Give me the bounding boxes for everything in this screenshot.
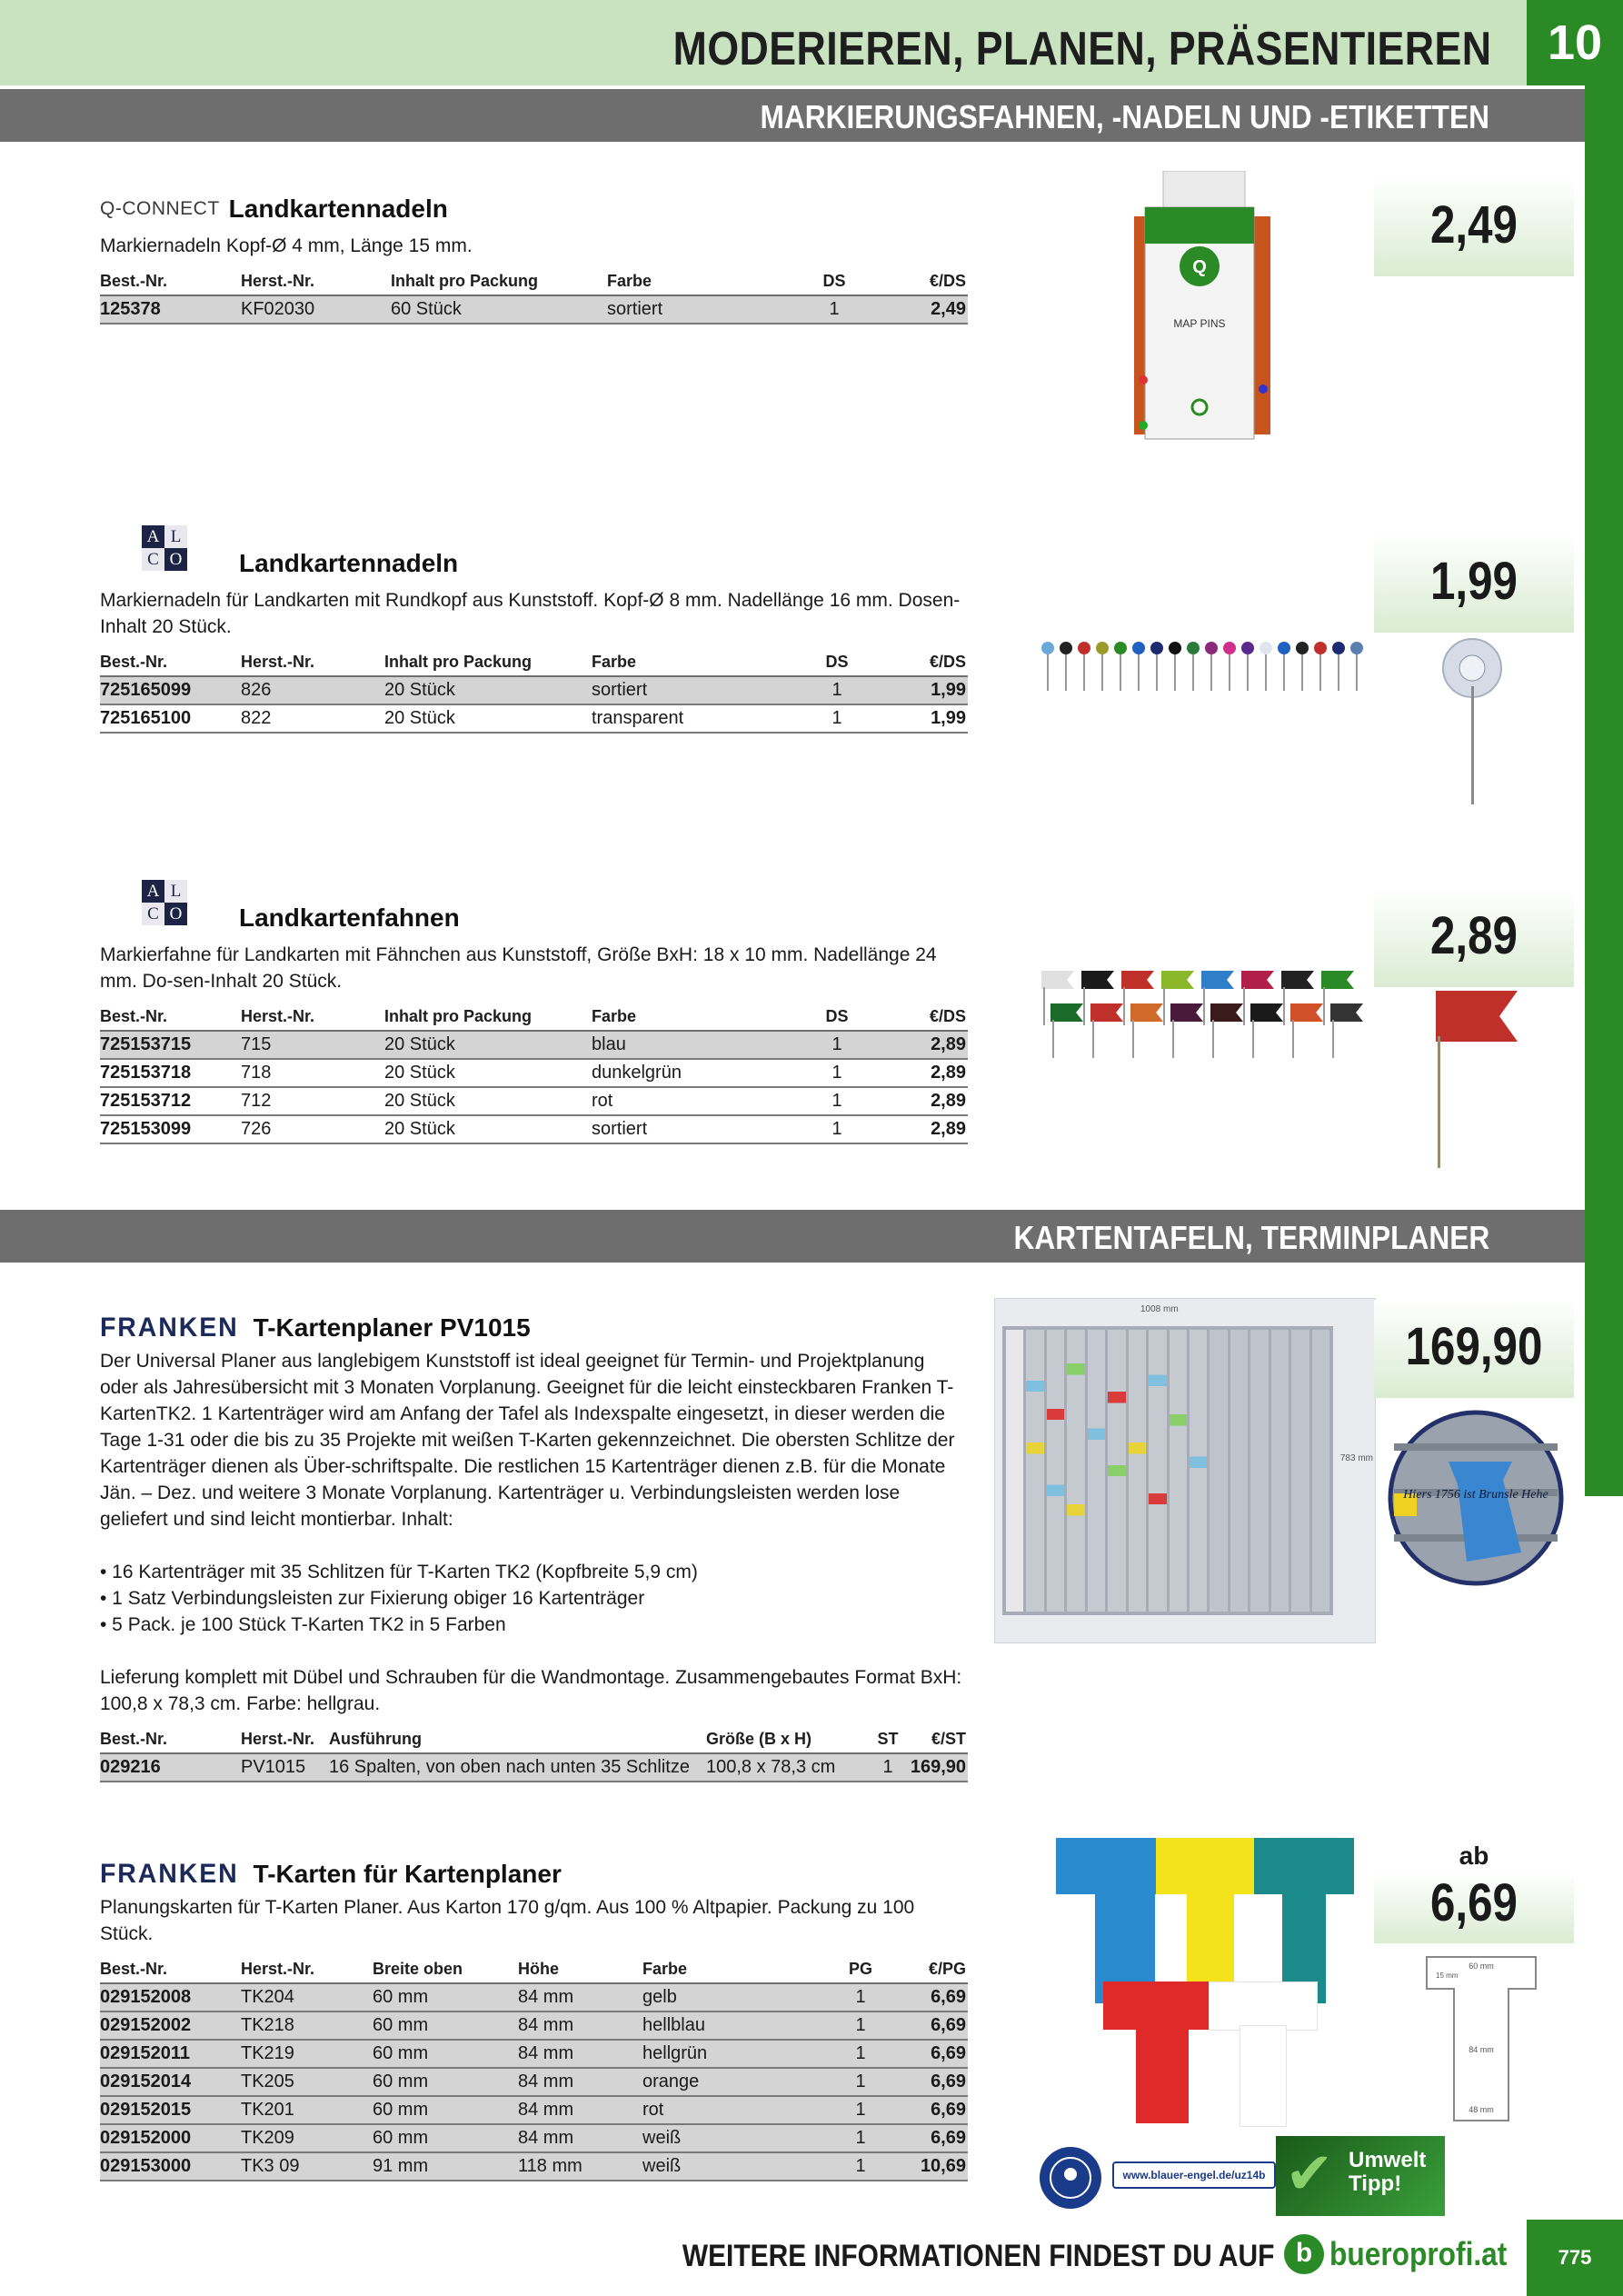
product-qconnect-pins xyxy=(100,191,968,324)
brand-logo: FRANKEN xyxy=(100,1859,239,1889)
product-title: Landkartenfahnen xyxy=(239,903,460,932)
product-title: T-Karten für Kartenplaner xyxy=(253,1860,562,1888)
planner-closeup-image xyxy=(1385,1407,1567,1589)
bullet-item: • 5 Pack. je 100 Stück T-Karten TK2 in 5 Farben xyxy=(100,1614,506,1635)
col-header: Höhe xyxy=(518,1956,642,1983)
cell-herst-nr: TK205 xyxy=(241,2068,373,2096)
cell-farbe: orange xyxy=(642,2068,833,2096)
page-number: 775 xyxy=(1527,2220,1623,2296)
table-row xyxy=(100,1753,968,1782)
cell-inhalt: 20 Stück xyxy=(384,1059,592,1087)
cell-breite: 60 mm xyxy=(373,2124,518,2152)
table-row xyxy=(100,295,968,324)
cell-inhalt: 20 Stück xyxy=(384,1115,592,1143)
brand-logo: Q-CONNECT xyxy=(100,198,220,219)
cell-pg: 1 xyxy=(833,2096,888,2124)
cell-best-nr: 029152008 xyxy=(100,1983,241,2011)
product-franken-tcards xyxy=(100,1856,968,2181)
col-header: €/ST xyxy=(908,1726,968,1753)
col-header: PG xyxy=(833,1956,888,1983)
col-header: Farbe xyxy=(642,1956,833,1983)
col-header: Farbe xyxy=(592,649,810,676)
price-box xyxy=(1374,889,1574,987)
cell-best-nr: 029152014 xyxy=(100,2068,241,2096)
spec-table xyxy=(100,649,968,734)
map-pins-pack-image xyxy=(1127,171,1281,453)
cell-inhalt: 20 Stück xyxy=(384,704,592,733)
col-header: Herst.-Nr. xyxy=(241,1956,373,1983)
section-title: KARTENTAFELN, TERMINPLANER xyxy=(1013,1219,1489,1256)
cell-farbe: dunkelgrün xyxy=(592,1059,810,1087)
product-description: Planungskarten für T-Karten Planer. Aus Karton 170 g/qm. Aus 100 % Altpapier. Packung zu 100 Stück. xyxy=(100,1897,915,1944)
cell-best-nr: 725153099 xyxy=(100,1115,241,1143)
cell-hoehe: 84 mm xyxy=(518,2068,642,2096)
spec-table xyxy=(100,268,968,324)
cell-best-nr: 029153000 xyxy=(100,2152,241,2181)
col-header: Ausführung xyxy=(329,1726,706,1753)
col-header: Herst.-Nr. xyxy=(241,1726,329,1753)
cell-price: 2,49 xyxy=(861,295,968,324)
cell-herst-nr: KF02030 xyxy=(241,295,391,324)
dim-height-label: 84 mm xyxy=(1469,2045,1494,2054)
table-row xyxy=(100,704,968,733)
table-row xyxy=(100,1115,968,1143)
cell-ds: 1 xyxy=(810,1087,864,1115)
cell-price: 2,89 xyxy=(864,1031,968,1059)
spec-table xyxy=(100,1003,968,1144)
section-title: MARKIERUNGSFAHNEN, -NADELN UND -ETIKETTEN xyxy=(760,98,1489,135)
alco-logo: A L C O xyxy=(142,880,187,925)
product-title: Landkartennadeln xyxy=(228,195,448,223)
cell-farbe: sortiert xyxy=(607,295,807,324)
price: 2,89 xyxy=(1430,906,1518,965)
cell-best-nr: 029216 xyxy=(100,1753,241,1782)
cell-hoehe: 84 mm xyxy=(518,2011,642,2040)
tcard-white-image xyxy=(1209,1982,1318,2127)
alco-logo: A L C O xyxy=(142,525,187,571)
flags-image-bottom xyxy=(1050,1003,1365,1058)
cell-breite: 91 mm xyxy=(373,2152,518,2181)
cell-best-nr: 029152002 xyxy=(100,2011,241,2040)
product-alco-pins xyxy=(100,545,968,734)
cell-hoehe: 84 mm xyxy=(518,2096,642,2124)
price-box xyxy=(1374,534,1574,633)
cell-hoehe: 84 mm xyxy=(518,2124,642,2152)
col-header: Inhalt pro Packung xyxy=(391,268,607,295)
col-header: ST xyxy=(868,1726,908,1753)
chapter-rail xyxy=(1585,85,1623,1496)
table-row xyxy=(100,2096,968,2124)
cell-ds: 1 xyxy=(810,1059,864,1087)
cell-price: 1,99 xyxy=(864,676,968,704)
product-franken-planner xyxy=(100,1310,968,1782)
blauer-engel-icon xyxy=(1040,2147,1101,2209)
bullet-item: • 1 Satz Verbindungsleisten zur Fixierung obiger 16 Kartenträger xyxy=(100,1588,645,1609)
col-header: DS xyxy=(810,649,864,676)
cell-price: 2,89 xyxy=(864,1115,968,1143)
cell-price: 6,69 xyxy=(888,1983,968,2011)
table-row xyxy=(100,2152,968,2181)
price: 6,69 xyxy=(1430,1873,1518,1932)
section-bar-markierung xyxy=(0,89,1585,142)
cell-best-nr: 725153712 xyxy=(100,1087,241,1115)
spec-table xyxy=(100,1726,968,1782)
pack-label: MAP PINS xyxy=(1173,317,1226,330)
planner-width-label: 1008 mm xyxy=(1140,1304,1179,1314)
badge-text: Umwelt Tipp! xyxy=(1349,2148,1427,2196)
cell-best-nr: 725165099 xyxy=(100,676,241,704)
cell-herst-nr: 712 xyxy=(241,1087,384,1115)
tcard-dimension-drawing xyxy=(1418,1952,1545,2125)
red-flag-image xyxy=(1427,991,1527,1173)
cell-farbe: gelb xyxy=(642,1983,833,2011)
product-description-2: Lieferung komplett mit Dübel und Schrauben für die Wandmontage. Zusammengebautes Format BxH: 100,8 x 78,3 cm. Farbe: hellgrau. xyxy=(100,1667,962,1714)
cell-farbe: rot xyxy=(642,2096,833,2124)
cell-pg: 1 xyxy=(833,2040,888,2068)
product-description: Markiernadeln Kopf-Ø 4 mm, Länge 15 mm. xyxy=(100,235,473,256)
price: 2,49 xyxy=(1430,195,1518,255)
cell-farbe: hellblau xyxy=(642,2011,833,2040)
cell-inhalt: 60 Stück xyxy=(391,295,607,324)
cell-herst-nr: 826 xyxy=(241,676,384,704)
table-row xyxy=(100,1087,968,1115)
cell-herst-nr: 726 xyxy=(241,1115,384,1143)
cell-pg: 1 xyxy=(833,2068,888,2096)
col-header: DS xyxy=(807,268,861,295)
col-header: Best.-Nr. xyxy=(100,268,241,295)
cell-farbe: rot xyxy=(592,1087,810,1115)
cell-price: 169,90 xyxy=(908,1753,968,1782)
col-header: €/PG xyxy=(888,1956,968,1983)
cell-ds: 1 xyxy=(810,1031,864,1059)
cell-herst-nr: TK219 xyxy=(241,2040,373,2068)
cell-price: 1,99 xyxy=(864,704,968,733)
col-header: Farbe xyxy=(607,268,807,295)
cell-pg: 1 xyxy=(833,2124,888,2152)
cell-inhalt: 20 Stück xyxy=(384,1031,592,1059)
dim-bottom-label: 48 mm xyxy=(1469,2105,1494,2114)
cell-price: 6,69 xyxy=(888,2124,968,2152)
cell-farbe: weiß xyxy=(642,2124,833,2152)
product-title: Landkartennadeln xyxy=(239,549,459,577)
table-row xyxy=(100,2068,968,2096)
tcard-teal-image xyxy=(1254,1838,1354,2003)
col-header: Best.-Nr. xyxy=(100,649,241,676)
cell-ds: 1 xyxy=(810,704,864,733)
price: 169,90 xyxy=(1405,1317,1543,1376)
cell-farbe: transparent xyxy=(592,704,810,733)
cell-herst-nr: TK209 xyxy=(241,2124,373,2152)
cell-best-nr: 029152015 xyxy=(100,2096,241,2124)
umwelt-tipp-badge xyxy=(1276,2136,1445,2216)
price: 1,99 xyxy=(1430,552,1518,611)
cell-ausfuehrung: 16 Spalten, von oben nach unten 35 Schlitze xyxy=(329,1753,706,1782)
cell-farbe: hellgrün xyxy=(642,2040,833,2068)
cell-price: 6,69 xyxy=(888,2096,968,2124)
bueroprofi-icon: b xyxy=(1284,2234,1324,2274)
table-row xyxy=(100,2124,968,2152)
planner-height-label: 783 mm xyxy=(1339,1453,1373,1463)
closeup-note: Hiers 1756 ist Brunsle Hehe xyxy=(1403,1488,1548,1502)
col-header: Inhalt pro Packung xyxy=(384,1003,592,1031)
page-title: MODERIEREN, PLANEN, PRÄSENTIEREN xyxy=(672,23,1491,75)
product-title: T-Kartenplaner PV1015 xyxy=(253,1313,531,1342)
col-header: €/DS xyxy=(864,1003,968,1031)
col-header: Herst.-Nr. xyxy=(241,1003,384,1031)
cell-ds: 1 xyxy=(807,295,861,324)
col-header: Breite oben xyxy=(373,1956,518,1983)
product-description: Markierfahne für Landkarten mit Fähnchen aus Kunststoff, Größe BxH: 18 x 10 mm. Nadellänge 24 mm. Do-sen-Inhalt 20 Stück. xyxy=(100,944,937,992)
cell-best-nr: 029152000 xyxy=(100,2124,241,2152)
col-header: Best.-Nr. xyxy=(100,1956,241,1983)
footer-site: bueroprofi.at xyxy=(1329,2235,1508,2272)
bullet-item: • 16 Kartenträger mit 35 Schlitzen für T-Karten TK2 (Kopfbreite 5,9 cm) xyxy=(100,1562,698,1582)
product-bullets xyxy=(100,1559,968,1638)
cell-st: 1 xyxy=(868,1753,908,1782)
cell-breite: 60 mm xyxy=(373,1983,518,2011)
check-icon: ✔ xyxy=(1285,2141,1334,2206)
cell-hoehe: 84 mm xyxy=(518,1983,642,2011)
cell-ds: 1 xyxy=(810,676,864,704)
cell-breite: 60 mm xyxy=(373,2096,518,2124)
cell-farbe: sortiert xyxy=(592,1115,810,1143)
cell-farbe: sortiert xyxy=(592,676,810,704)
product-description: Der Universal Planer aus langlebigem Kunststoff ist ideal geeignet für Termin- und Projektplanung oder als Jahresübersicht mit 3 Monaten Vorplanung. Geeignet für die leicht einsteckbaren Franken T-KartenTK2. 1 Kartenträger wird am Anfang der Tafel als Indexspalte eingesetzt, in dieser werden die Tage 1-31 oder die bis zu 35 Projekte mit weißen T-Karten gekennzeichnet. Die obersten Schlitze der Kartenträger dienen als Über-schriftspalte. Die restlichen 15 Kartenträger dienen z.B. für die Monate Jän. – Dez. und weitere 3 Monate Vorplanung. Kartenträger u. Verbindungsleisten werden lose geliefert und sind leicht montierbar. Inhalt: xyxy=(100,1351,955,1530)
cell-best-nr: 725153715 xyxy=(100,1031,241,1059)
col-header: Herst.-Nr. xyxy=(241,268,391,295)
tcard-red-image xyxy=(1103,1982,1221,2123)
cell-hoehe: 84 mm xyxy=(518,2040,642,2068)
cell-farbe: weiß xyxy=(642,2152,833,2181)
cell-herst-nr: PV1015 xyxy=(241,1753,329,1782)
section-bar-kartentafeln xyxy=(0,1210,1585,1263)
tcard-yellow-image xyxy=(1156,1838,1265,2003)
cell-pg: 1 xyxy=(833,2152,888,2181)
price-box xyxy=(1374,1842,1574,1943)
table-row xyxy=(100,1031,968,1059)
cell-inhalt: 20 Stück xyxy=(384,1087,592,1115)
product-description: Markiernadeln für Landkarten mit Rundkopf aus Kunststoff. Kopf-Ø 8 mm. Nadellänge 16 mm. Dosen-Inhalt 20 Stück. xyxy=(100,590,961,637)
cell-pg: 1 xyxy=(833,1983,888,2011)
cell-herst-nr: 718 xyxy=(241,1059,384,1087)
dim-top-label: 15 mm xyxy=(1436,1972,1459,1980)
spec-table xyxy=(100,1956,968,2181)
cell-price: 6,69 xyxy=(888,2040,968,2068)
cell-best-nr: 725153718 xyxy=(100,1059,241,1087)
table-row xyxy=(100,1983,968,2011)
price-box xyxy=(1374,178,1574,276)
cell-hoehe: 118 mm xyxy=(518,2152,642,2181)
cell-farbe: blau xyxy=(592,1031,810,1059)
pins-image xyxy=(1041,642,1363,693)
cell-best-nr: 029152011 xyxy=(100,2040,241,2068)
dim-width-label: 60 mm xyxy=(1469,1962,1494,1971)
col-header: €/DS xyxy=(861,268,968,295)
footer-text: WEITERE INFORMATIONEN FINDEST DU AUF xyxy=(682,2239,1274,2273)
cell-breite: 60 mm xyxy=(373,2040,518,2068)
transparent-pin-image xyxy=(1436,636,1508,809)
cell-price: 6,69 xyxy=(888,2011,968,2040)
cell-price: 2,89 xyxy=(864,1087,968,1115)
cell-breite: 60 mm xyxy=(373,2011,518,2040)
bueroprofi-logo[interactable] xyxy=(1284,2234,1531,2274)
cell-best-nr: 725165100 xyxy=(100,704,241,733)
col-header: Best.-Nr. xyxy=(100,1726,241,1753)
price-prefix: ab xyxy=(1459,1842,1489,1870)
cell-herst-nr: 822 xyxy=(241,704,384,733)
col-header: Farbe xyxy=(592,1003,810,1031)
cell-groesse: 100,8 x 78,3 cm xyxy=(706,1753,868,1782)
cell-herst-nr: TK201 xyxy=(241,2096,373,2124)
cell-ds: 1 xyxy=(810,1115,864,1143)
col-header: Herst.-Nr. xyxy=(241,649,384,676)
blauer-engel-url: www.blauer-engel.de/uz14b xyxy=(1112,2161,1276,2189)
col-header: Inhalt pro Packung xyxy=(384,649,592,676)
cell-price: 6,69 xyxy=(888,2068,968,2096)
cell-breite: 60 mm xyxy=(373,2068,518,2096)
cell-best-nr: 125378 xyxy=(100,295,241,324)
table-row xyxy=(100,676,968,704)
svg-text:Q: Q xyxy=(1192,257,1207,277)
col-header: €/DS xyxy=(864,649,968,676)
planner-board-image xyxy=(994,1298,1376,1643)
cell-herst-nr: TK3 09 xyxy=(241,2152,373,2181)
price-box xyxy=(1374,1300,1574,1398)
table-row xyxy=(100,2040,968,2068)
cell-price: 10,69 xyxy=(888,2152,968,2181)
table-row xyxy=(100,2011,968,2040)
product-alco-flags xyxy=(100,900,968,1144)
col-header: Größe (B x H) xyxy=(706,1726,868,1753)
cell-pg: 1 xyxy=(833,2011,888,2040)
cell-herst-nr: TK218 xyxy=(241,2011,373,2040)
cell-herst-nr: TK204 xyxy=(241,1983,373,2011)
brand-logo: FRANKEN xyxy=(100,1313,239,1343)
cell-herst-nr: 715 xyxy=(241,1031,384,1059)
col-header: Best.-Nr. xyxy=(100,1003,241,1031)
cell-price: 2,89 xyxy=(864,1059,968,1087)
cell-inhalt: 20 Stück xyxy=(384,676,592,704)
col-header: DS xyxy=(810,1003,864,1031)
chapter-number: 10 xyxy=(1527,0,1623,85)
table-row xyxy=(100,1059,968,1087)
